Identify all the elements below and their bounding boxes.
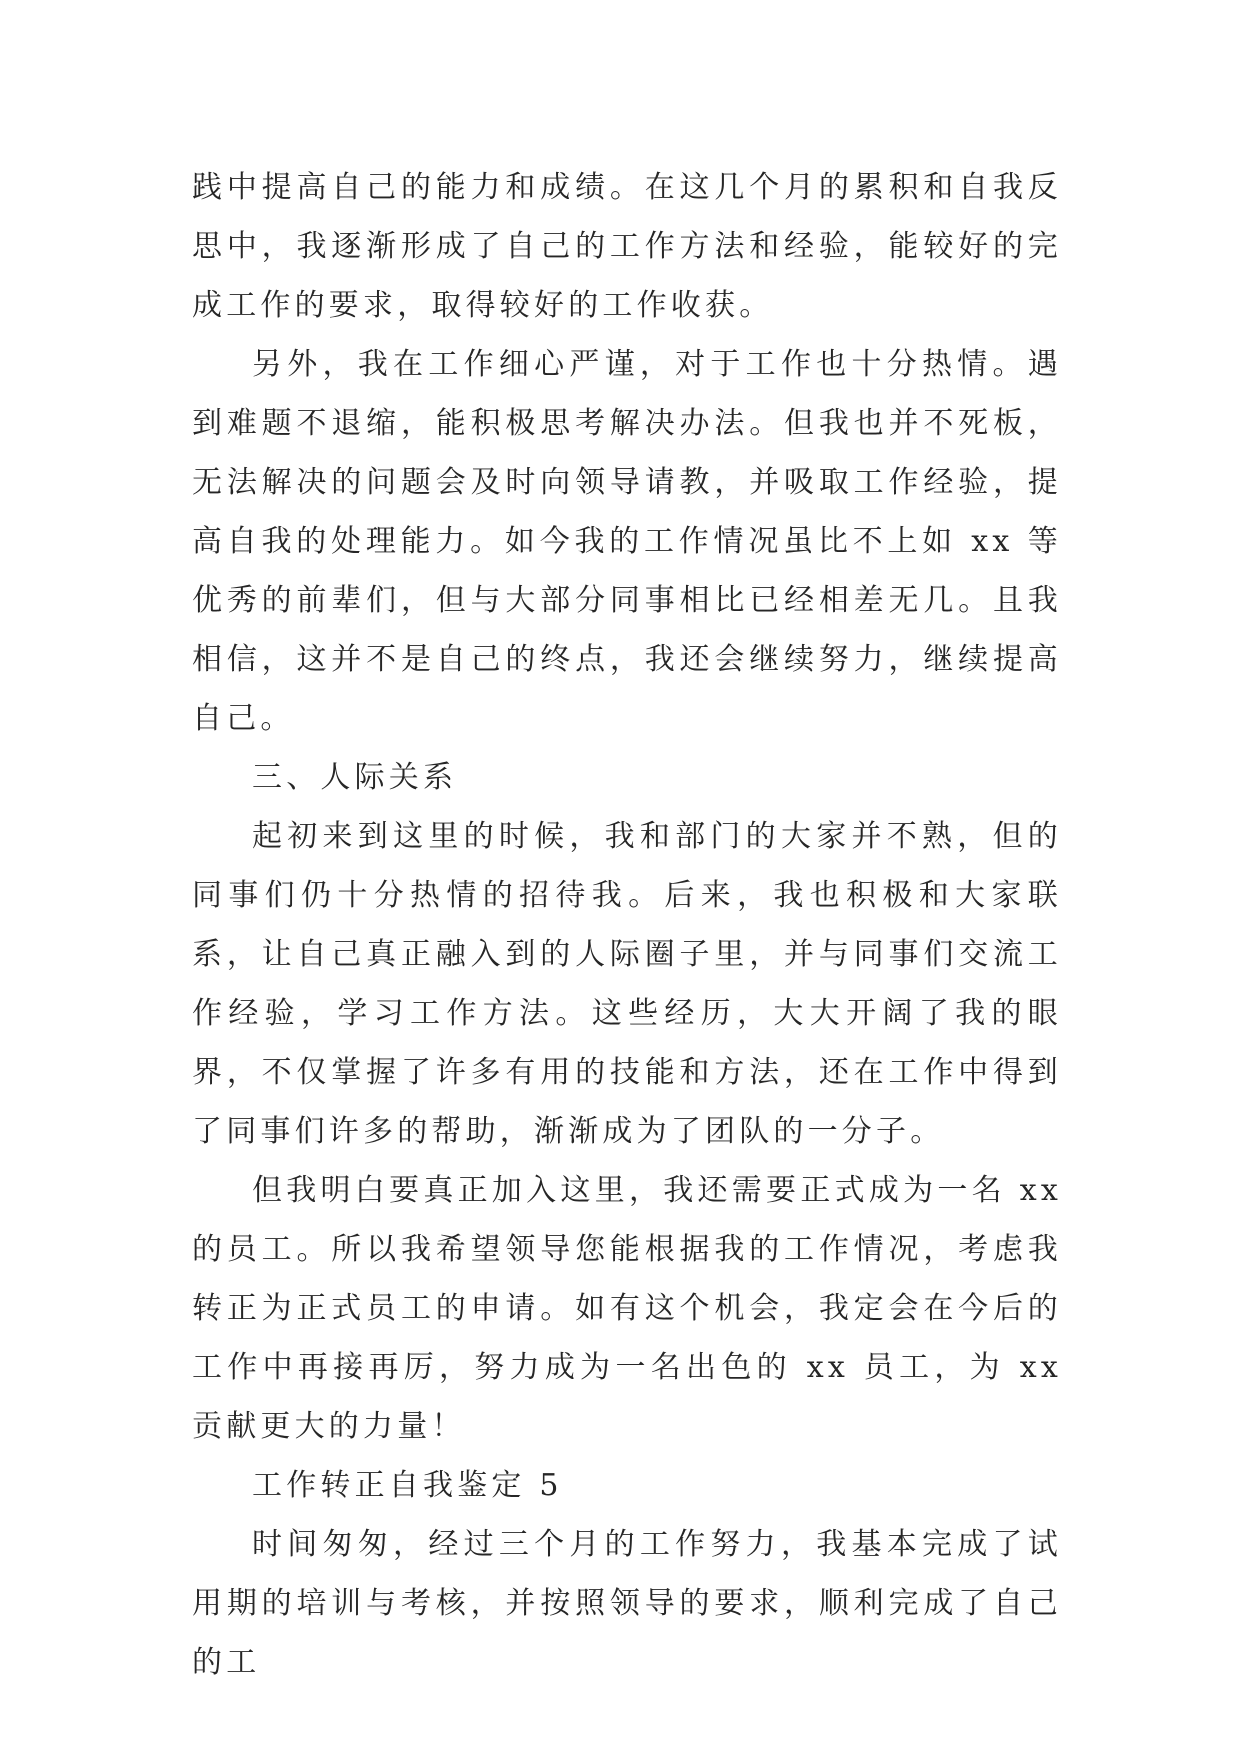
paragraph-request: 但我明白要真正加入这里，我还需要正式成为一名 xx 的员工。所以我希望领导您能根据我的工作情况，考虑我转正为正式员工的申请。如有这个机会，我定会在今后的工作中再接再厉，努力成为一名出色的 xx 员工，为 xx 贡献更大的力量！ — [192, 1173, 1062, 1444]
paragraph-work-attitude: 另外，我在工作细心严谨，对于工作也十分热情。遇到难题不退缩，能积极思考解决办法。但我也并不死板，无法解决的问题会及时向领导请教，并吸取工作经验，提高自我的处理能力。如今我的工作情况虽比不上如 xx 等优秀的前辈们，但与大部分同事相比已经相差无几。且我相信，这并不是自己的终点，我还会继续努力，继续提高自己。 — [192, 347, 1062, 736]
section-heading-appraisal-5: 工作转正自我鉴定 5 — [252, 1468, 563, 1503]
paragraph-continuation: 践中提高自己的能力和成绩。在这几个月的累积和自我反思中，我逐渐形成了自己的工作方法和经验，能较好的完成工作的要求，取得较好的工作收获。 — [192, 170, 1062, 323]
paragraph-appraisal-5-intro: 时间匆匆，经过三个月的工作努力，我基本完成了试用期的培训与考核，并按照领导的要求，顺利完成了自己的工 — [192, 1527, 1062, 1680]
section-heading-relationships: 三、人际关系 — [252, 760, 458, 795]
document-body — [192, 158, 1062, 1692]
paragraph-relationships: 起初来到这里的时候，我和部门的大家并不熟，但的同事们仍十分热情的招待我。后来，我也积极和大家联系，让自己真正融入到的人际圈子里，并与同事们交流工作经验，学习工作方法。这些经历，大大开阔了我的眼界，不仅掌握了许多有用的技能和方法，还在工作中得到了同事们许多的帮助，渐渐成为了团队的一分子。 — [192, 819, 1062, 1149]
